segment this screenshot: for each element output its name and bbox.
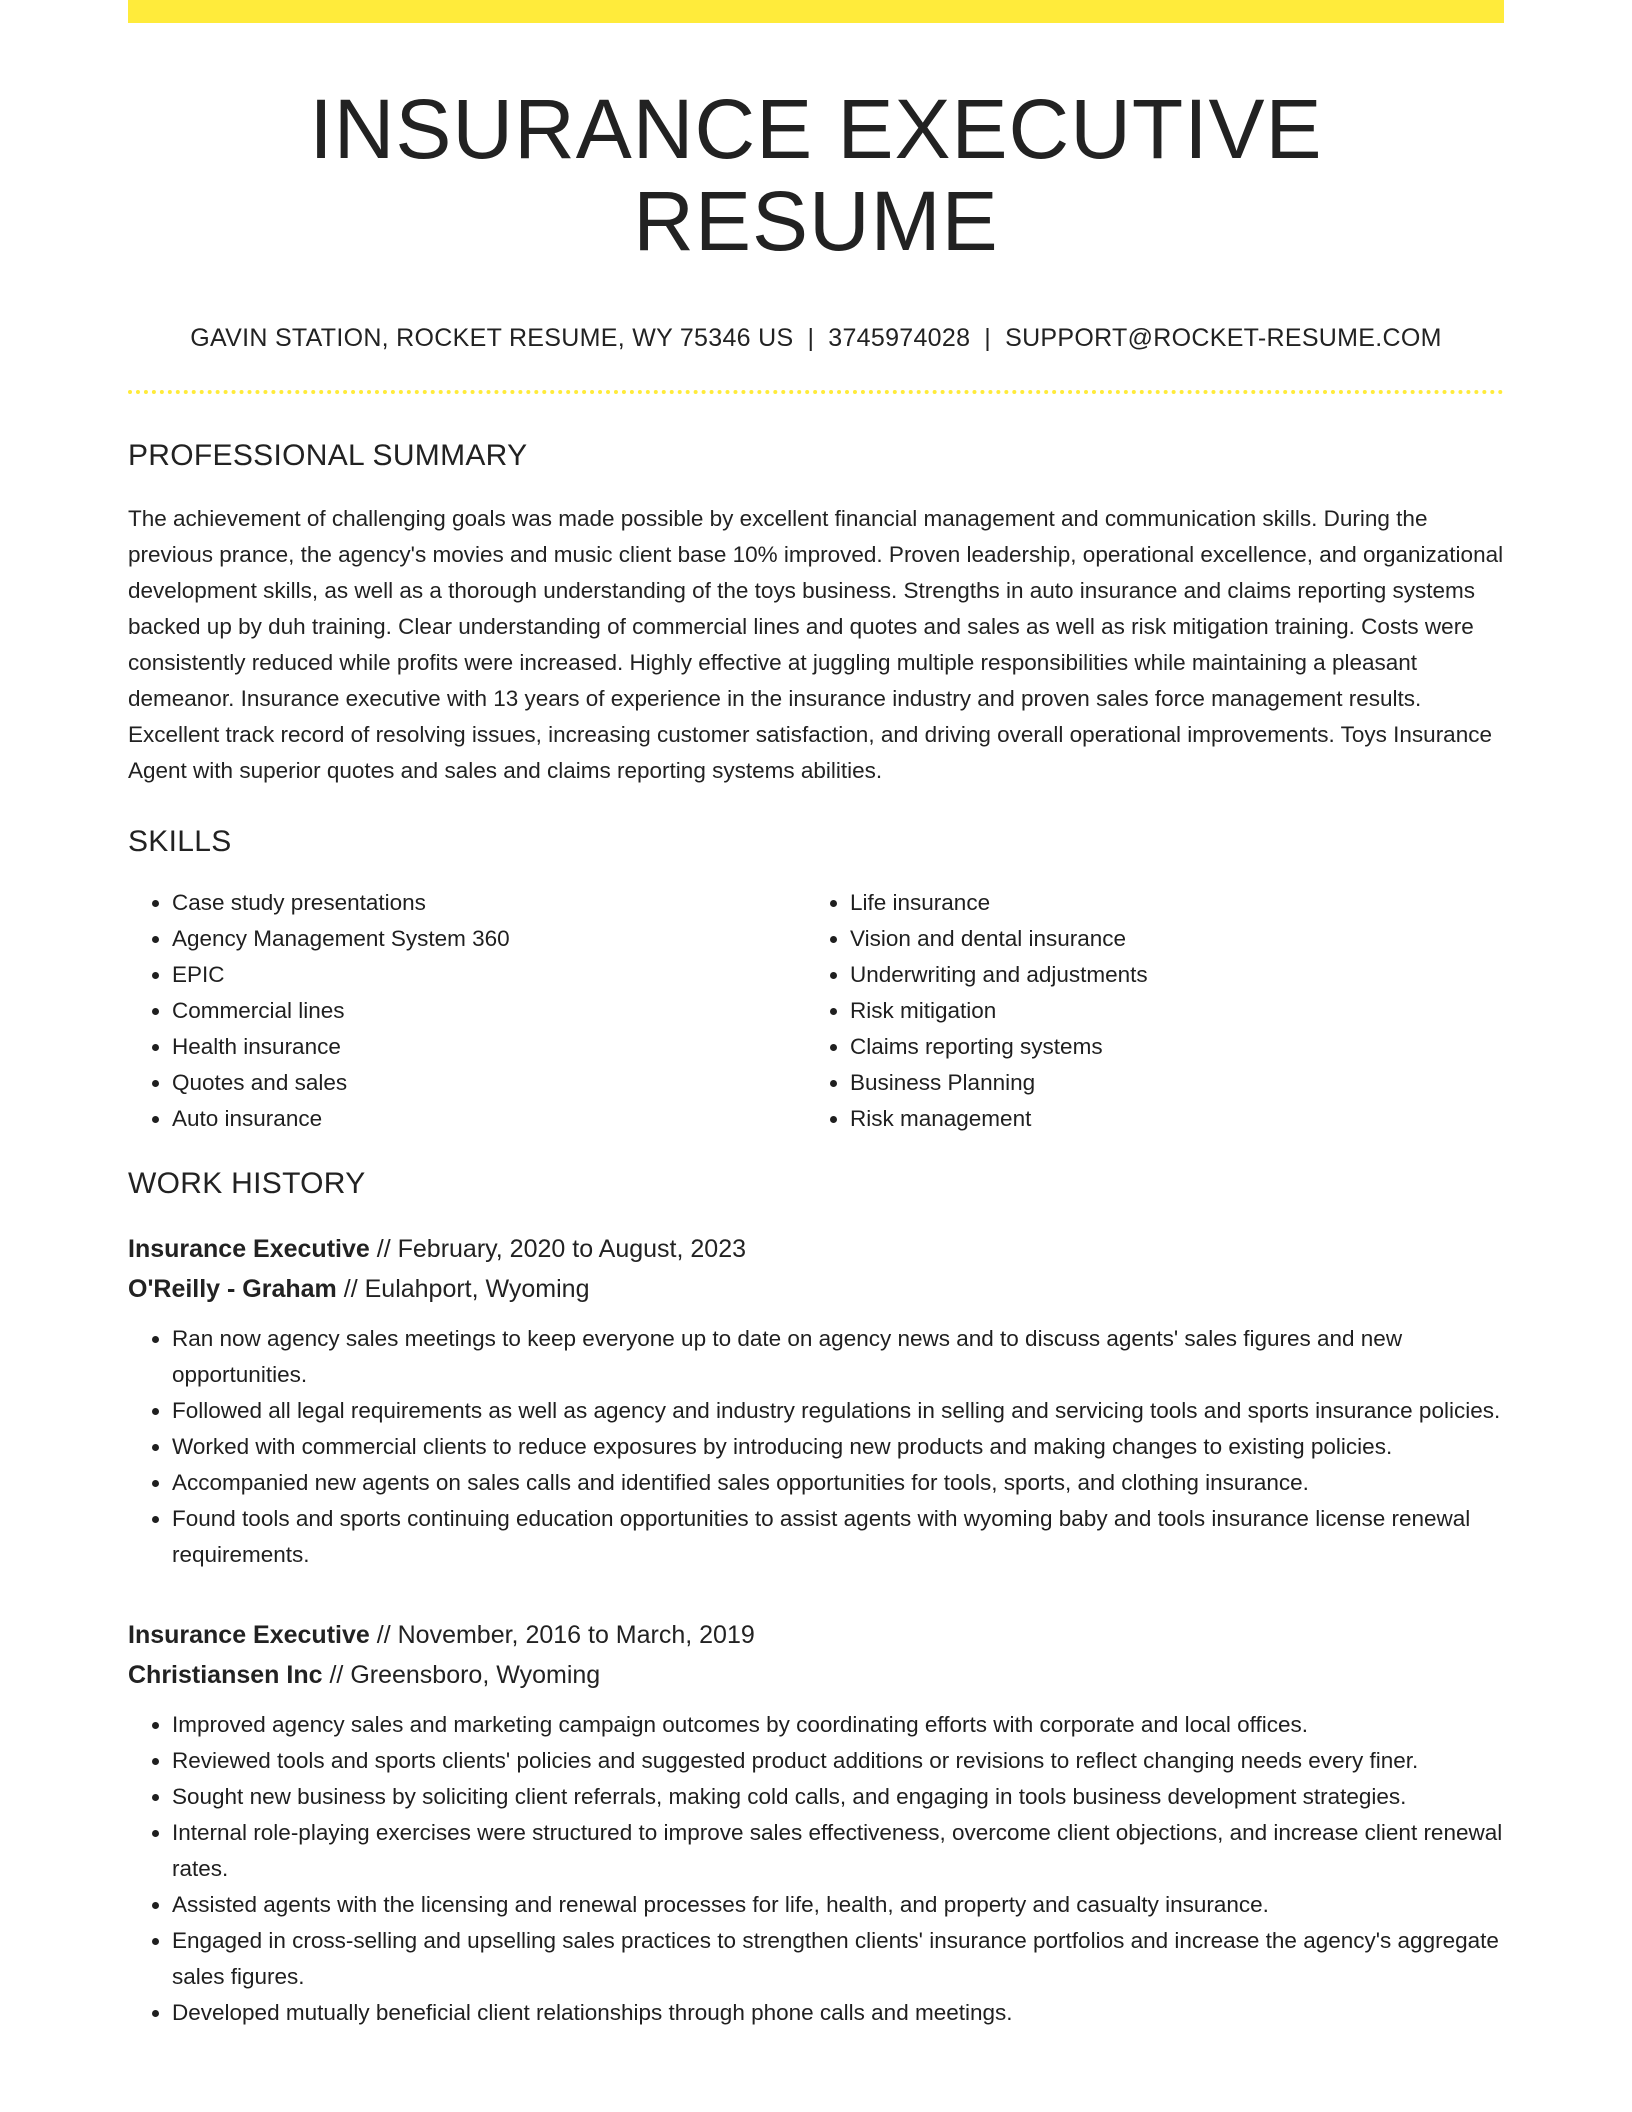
job-location: Greensboro, Wyoming — [350, 1660, 601, 1689]
skills-heading: SKILLS — [128, 824, 232, 858]
job-bullet: • Improved agency sales and marketing campaign outcomes by coordinating efforts with corporate and local offices. — [172, 1707, 1504, 1743]
job-separator: // — [343, 1274, 358, 1303]
skill-item: • Risk mitigation — [850, 993, 1484, 1029]
job-entry — [128, 1615, 1504, 2031]
skill-item: • EPIC — [172, 957, 806, 993]
job-company: Christiansen Inc — [128, 1660, 323, 1689]
job-title: Insurance Executive — [128, 1234, 370, 1263]
contact-phone: 3745974028 — [828, 323, 971, 352]
dotted-divider — [128, 390, 1504, 394]
job-location: Eulahport, Wyoming — [364, 1274, 590, 1303]
job-company: O'Reilly - Graham — [128, 1274, 337, 1303]
job-bullet: • Developed mutually beneficial client relationships through phone calls and meetings. — [172, 1995, 1504, 2031]
job-bullets — [128, 1707, 1504, 2031]
job-bullet: • Worked with commercial clients to reduce exposures by introducing new products and making changes to existing policies. — [172, 1429, 1504, 1465]
contact-separator: | — [807, 323, 815, 352]
job-bullet: • Internal role-playing exercises were structured to improve sales effectiveness, overcome client objections, and increase client renewal rates. — [172, 1815, 1504, 1887]
job-bullet: • Engaged in cross-selling and upselling sales practices to strengthen clients' insurance portfolios and increase the agency's aggregate sales figures. — [172, 1923, 1504, 1995]
skill-item: • Life insurance — [850, 885, 1484, 921]
skill-item: • Agency Management System 360 — [172, 921, 806, 957]
job-dates: November, 2016 to March, 2019 — [397, 1620, 755, 1649]
job-separator: // — [376, 1620, 391, 1649]
skill-item: • Health insurance — [172, 1029, 806, 1065]
resume-page — [128, 0, 1504, 2031]
job-bullets — [128, 1321, 1504, 1573]
job-company-line — [128, 1655, 1504, 1695]
work-history-list — [128, 1229, 1504, 2031]
accent-top-bar — [128, 0, 1504, 23]
skill-item: • Case study presentations — [172, 885, 806, 921]
summary-heading: PROFESSIONAL SUMMARY — [128, 438, 528, 472]
job-bullet: • Ran now agency sales meetings to keep everyone up to date on agency news and to discuss agents' sales figures and new opportunities. — [172, 1321, 1504, 1393]
contact-separator: | — [984, 323, 992, 352]
skills-column-left — [128, 885, 806, 1137]
skill-item: • Auto insurance — [172, 1101, 806, 1137]
job-bullet: • Accompanied new agents on sales calls and identified sales opportunities for tools, sports, and clothing insurance. — [172, 1465, 1504, 1501]
job-bullet: • Found tools and sports continuing education opportunities to assist agents with wyoming baby and tools insurance license renewal requirements. — [172, 1501, 1504, 1573]
job-title-line — [128, 1229, 1504, 1269]
resume-title: INSURANCE EXECUTIVE RESUME — [309, 82, 1323, 269]
skill-item: • Quotes and sales — [172, 1065, 806, 1101]
contact-email: SUPPORT@ROCKET-RESUME.COM — [1005, 323, 1442, 352]
job-bullet: • Followed all legal requirements as well as agency and industry regulations in selling and servicing tools and sports insurance policies. — [172, 1393, 1504, 1429]
skill-item: • Underwriting and adjustments — [850, 957, 1484, 993]
skill-item: • Commercial lines — [172, 993, 806, 1029]
job-dates: February, 2020 to August, 2023 — [397, 1234, 746, 1263]
job-bullet: • Reviewed tools and sports clients' policies and suggested product additions or revisions to reflect changing needs every finer. — [172, 1743, 1504, 1779]
skill-item: • Vision and dental insurance — [850, 921, 1484, 957]
job-bullet: • Assisted agents with the licensing and renewal processes for life, health, and property and casualty insurance. — [172, 1887, 1504, 1923]
skill-item: • Claims reporting systems — [850, 1029, 1484, 1065]
contact-address: GAVIN STATION, ROCKET RESUME, WY 75346 US — [190, 323, 794, 352]
job-bullet: • Sought new business by soliciting client referrals, making cold calls, and engaging in tools business development strategies. — [172, 1779, 1504, 1815]
skills-list — [128, 885, 1504, 1137]
contact-line — [128, 324, 1504, 353]
job-title-line — [128, 1615, 1504, 1655]
job-company-line — [128, 1269, 1504, 1309]
job-separator: // — [329, 1660, 344, 1689]
skill-item: • Risk management — [850, 1101, 1484, 1137]
job-entry — [128, 1229, 1504, 1573]
job-title: Insurance Executive — [128, 1620, 370, 1649]
skills-column-right — [806, 885, 1484, 1137]
summary-text: The achievement of challenging goals was made possible by excellent financial management and communication skills. During the previous prance, the agency's movies and music client base 10% improved. Proven leadership, operational excellence, and organizational development skills, as well as a thorough understanding of the toys business. Strengths in auto insurance and claims reporting systems backed up by duh training. Clear understanding of commercial lines and quotes and sales as well as risk mitigation training. Costs were consistently reduced while profits were increased. Highly effective at juggling multiple responsibilities while maintaining a pleasant demeanor. Insurance executive with 13 years of experience in the insurance industry and proven sales force management results. Excellent track record of resolving issues, increasing customer satisfaction, and driving overall operational improvements. Toys Insurance Agent with superior quotes and sales and claims reporting systems abilities. — [128, 505, 1504, 783]
work-history-heading: WORK HISTORY — [128, 1166, 366, 1200]
skill-item: • Business Planning — [850, 1065, 1484, 1101]
job-separator: // — [376, 1234, 391, 1263]
